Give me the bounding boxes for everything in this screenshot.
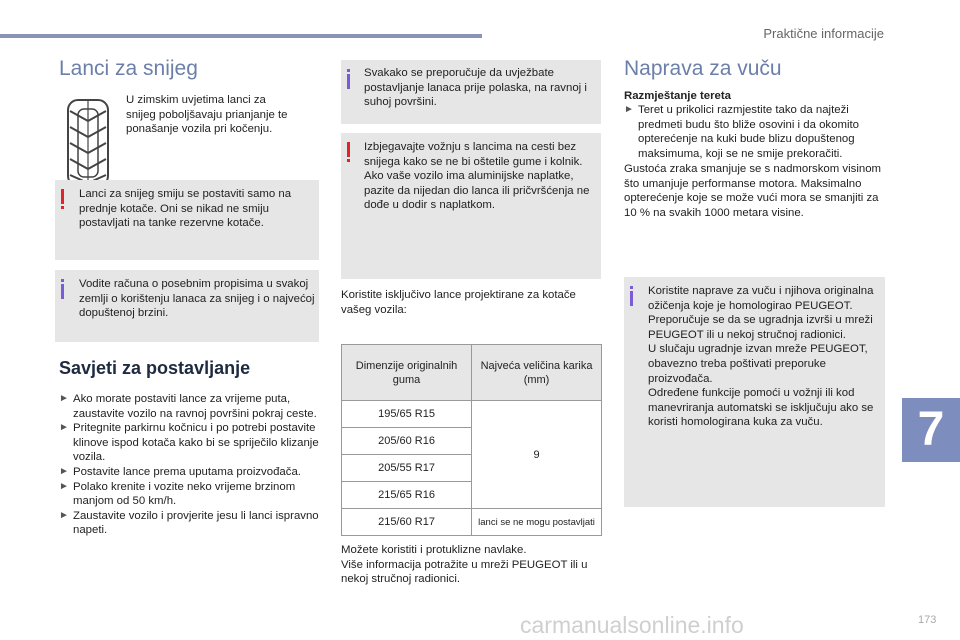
header-bar [0, 34, 482, 38]
table-cell: 205/55 R17 [342, 455, 472, 482]
info-box-regulations [55, 270, 319, 342]
page-number: 173 [918, 614, 937, 626]
intro-text: U zimskim uvjetima lanci za snijeg poboljšavaju prianjanje te ponašanje vozila pri kočenju. [126, 94, 288, 136]
density-text: Gustoća zraka smanjuje se s nadmorskom visinom što umanjuje performanse motora. Maksimalno opterećenje koje se može vući mora se smanjiti za 10 % na svakih 1000 metara visine. [624, 163, 882, 219]
list-item: ► Pritegnite parkirnu kočnicu i po potrebi postavite klinove ispod kotača kako bi se spriječilo klizanje vozila. [59, 422, 319, 464]
list-item: ► Zaustavite vozilo i provjerite jesu li lanci ispravno napeti. [59, 509, 319, 537]
info-text: Vodite računa o posebnim propisima u svakoj zemlji o korištenju lanaca za snijeg i o najvećoj dopuštenoj brzini. [79, 278, 315, 320]
info-box-towing [624, 277, 885, 507]
list-item: ► Teret u prikolici razmjestite tako da najteži predmeti budu što bliže osovini i da okomito opterećenje na kuki bude blizu dopuštenog maksimuma, koji se ne smije prekoračiti. [624, 104, 859, 160]
warning-icon [61, 189, 65, 211]
tips-list [59, 392, 321, 538]
section-title: Praktične informacije [763, 26, 884, 41]
use-only-text: Koristite isključivo lance projektirane za kotače vašeg vozila: [341, 289, 576, 316]
warning-text: Lanci za snijeg smiju se postaviti samo na prednje kotače. Oni se nikad ne smiju postavljati na tanke rezervne kotače. [79, 188, 292, 230]
warning-icon [347, 142, 351, 164]
table-cell-merged: 9 [472, 401, 602, 509]
load-title: Razmještanje tereta [624, 90, 731, 102]
page-title-snow-chains: Lanci za snijeg [59, 57, 198, 80]
warning-text: Izbjegavajte vožnju s lancima na cesti bez snijega kako se ne bi oštetile gume i kolnik. Ako vaše vozilo ima aluminijske naplatke, pazite da nijedan dio lanca ili pričvršćenja ne dođe u dodir s naplatkom. [364, 141, 590, 212]
table-header-links: Najveća veličina karika (mm) [472, 345, 602, 401]
chain-size-table [341, 344, 602, 536]
list-item: ► Polako krenite i vozite neko vrijeme brzinom manjom od 50 km/h. [59, 480, 296, 508]
table-cell: 215/60 R17 [342, 509, 472, 536]
watermark: carmanualsonline.info [520, 612, 744, 638]
footer-text: Možete koristiti i protuklizne navlake. Više informacija potražite u mreži PEUGEOT ili u nekoj stručnoj radionici. [341, 544, 588, 586]
info-icon [61, 279, 65, 301]
chapter-tab: 7 [902, 398, 960, 462]
info-text: Svakako se preporučuje da uvježbate postavljanje lanaca prije polaska, na ravnoj i suhoj površini. [364, 67, 587, 109]
list-item: ► Postavite lance prema uputama proizvođača. [59, 465, 301, 478]
info-box-practice [341, 60, 601, 124]
info-text: Koristite naprave za vuču i njihova originalna ožičenja koje je homologirao PEUGEOT. Preporučuje se da se ugradnja izvrši u mreži PEUGEOT ili u nekoj stručnoj radionici. U slučaju ugradnje izvan mreže PEUGEOT, obavezno treba poštivati preporuke proizvođača. Određene funkcije pomoći u vožnji ili kod manevriranja automatski se isključuju ako se koristi homologirana kuka za vuču. [648, 285, 874, 429]
warning-box-no-snow [341, 133, 601, 279]
warning-box-front-wheels [55, 180, 319, 260]
table-cell: lanci se ne mogu postavljati [472, 509, 602, 536]
table-cell: 215/65 R16 [342, 482, 472, 509]
info-icon [630, 286, 634, 308]
tips-title: Savjeti za postavljanje [59, 358, 251, 378]
table-header-tyres: Dimenzije originalnih guma [342, 345, 472, 401]
info-icon [347, 69, 351, 91]
list-item: ► Ako morate postaviti lance za vrijeme puta, zaustavite vozilo na ravnoj površini pokraj ceste. [59, 393, 317, 420]
table-cell: 205/60 R16 [342, 428, 472, 455]
table-cell: 195/65 R15 [342, 401, 472, 428]
page-title-towing: Naprava za vuču [624, 57, 782, 80]
